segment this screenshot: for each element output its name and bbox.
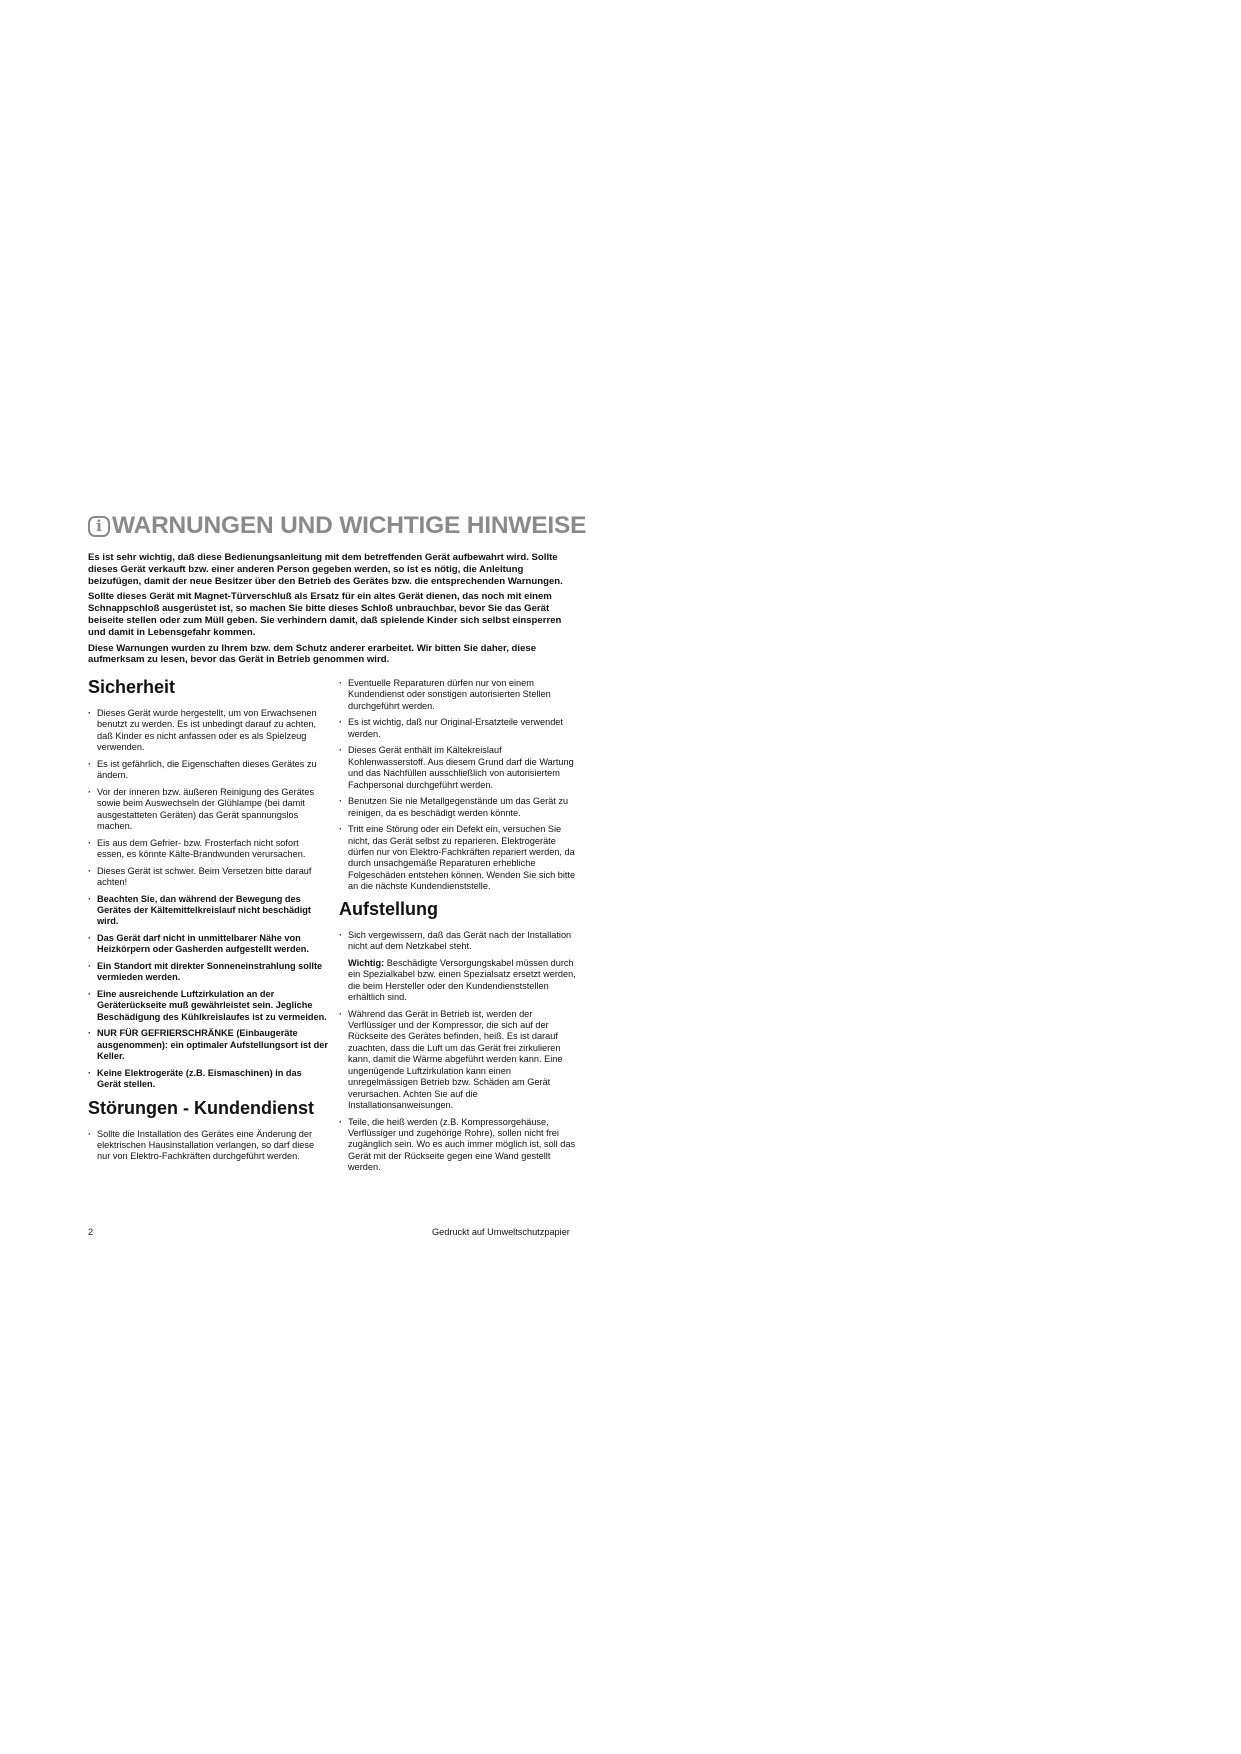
list-stoerungen-cont xyxy=(339,678,579,893)
list-aufstellung xyxy=(339,930,579,953)
left-column xyxy=(88,676,328,1168)
list-stoerungen xyxy=(88,1129,328,1163)
list-item: · Dieses Gerät ist schwer. Beim Versetzen bitte darauf achten! xyxy=(88,866,328,889)
info-icon: i xyxy=(88,516,110,537)
list-item: · Sich vergewissern, daß das Gerät nach der Installation nicht auf dem Netzkabel steht. xyxy=(339,930,579,953)
intro-paragraph: Sollte dieses Gerät mit Magnet-Türverschluß als Ersatz für ein altes Gerät dienen, das noch mit einem Schnappschloß ausgerüstet ist, so machen Sie bitte dieses Schloß unbrauchbar, bevor Sie das Gerät beiseite stellen oder zum Müll geben. Sie verhindern damit, daß spielende Kinder sich selbst einsperren und damit in Lebensgefahr kommen. xyxy=(88,591,562,638)
list-item: · Ein Standort mit direkter Sonneneinstrahlung sollte vermieden werden. xyxy=(88,961,328,984)
intro-block xyxy=(88,552,573,670)
page-number: 2 xyxy=(88,1227,94,1237)
list-item: · Eventuelle Reparaturen dürfen nur von einem Kundendienst oder sonstigen autorisierten Stellen durchgeführt werden. xyxy=(339,678,579,712)
intro-paragraph: Es ist sehr wichtig, daß diese Bedienungsanleitung mit dem betreffenden Gerät aufbewahrt wird. Sollte dieses Gerät verkauft bzw. einer anderen Person gegeben werden, so ist es nötig, die Anleitung beizufügen, damit der neue Besitzer über den Betrieb des Gerätes bzw. die entsprechenden Warnungen. xyxy=(88,552,563,587)
heading-stoerungen: Störungen - Kundendienst xyxy=(88,1097,314,1118)
footer-note: Gedruckt auf Umweltschutzpapier xyxy=(432,1227,570,1237)
list-item: · Es ist gefährlich, die Eigenschaften dieses Gerätes zu ändern. xyxy=(88,759,328,782)
intro-paragraph: Diese Warnungen wurden zu Ihrem bzw. dem Schutz anderer erarbeitet. Wir bitten Sie daher, diese aufmerksam zu lesen, bevor das Gerät in Betrieb genommen wird. xyxy=(88,642,537,666)
list-item: · Tritt eine Störung oder ein Defekt ein, versuchen Sie nicht, das Gerät selbst zu reparieren. Elektrogeräte dürfen nur von Elektro-Fachkräften repariert werden, da durch unsachgemäße Reparaturen erhebliche Folgeschäden entstehen können. Wenden Sie sich bitte an die nächste Kundendienststelle. xyxy=(339,824,579,892)
note-label: Wichtig: xyxy=(348,957,385,968)
list-item: · Eine ausreichende Luftzirkulation an der Geräterückseite muß gewährleistet sein. Jegliche Beschädigung des Kühlkreislaufes ist zu vermeiden. xyxy=(88,989,328,1023)
list-aufstellung-cont xyxy=(339,1009,579,1174)
list-item: · Keine Elektrogeräte (z.B. Eismaschinen) in das Gerät stellen. xyxy=(88,1068,328,1091)
list-item: · Während das Gerät in Betrieb ist, werden der Verflüssiger und der Kompressor, die sich auf der Rückseite des Gerätes befinden, heiß. Es ist darauf zuachten, dass die Luft um das Gerät frei zirkulieren kann, damit die Wärme abgeführt werden kann. Eine ungenügende Luftzirkulation kann einen unregelmässigen Betrieb bzw. Schäden am Gerät verursachen. Achten Sie auf die Installationsanweisungen. xyxy=(339,1009,579,1112)
heading-aufstellung: Aufstellung xyxy=(339,898,438,919)
list-item: · Teile, die heiß werden (z.B. Kompressorgehäuse, Verflüssiger und zugehörige Rohre), sollen nicht frei zugänglich sein. Wo es auch immer möglich ist, soll das Gerät mit der Rückseite gegen eine Wand gestellt werden. xyxy=(339,1117,579,1174)
list-item: · Benutzen Sie nie Metallgegenstände um das Gerät zu reinigen, da es beschädigt werden könnte. xyxy=(339,796,579,819)
note-text: Beschädigte Versorgungskabel müssen durch ein Spezialkabel bzw. einen Spezialsatz ersetzt werden, die beim Hersteller oder den Kundendienststellen erhältlich sind. xyxy=(348,957,576,1003)
right-column xyxy=(339,678,579,1179)
list-item: · Sollte die Installation des Gerätes eine Änderung der elektrischen Hausinstallation verlangen, so darf diese nur von Elektro-Fachkräften durchgeführt werden. xyxy=(88,1129,328,1163)
list-item: · Dieses Gerät wurde hergestellt, um von Erwachsenen benutzt zu werden. Es ist unbedingt darauf zu achten, daß Kinder es nicht anfassen oder es als Spielzeug verwenden. xyxy=(88,708,328,754)
list-item: · Dieses Gerät enthält im Kältekreislauf Kohlenwasserstoff. Aus diesem Grund darf die Wartung und das Nachfüllen ausschließlich von autorisiertem Fachpersonal durchgeführt werden. xyxy=(339,745,579,791)
list-item: · Beachten Sie, dan während der Bewegung des Gerätes der Kältemittelkreislauf nicht beschädigt wird. xyxy=(88,894,328,928)
page-title-text: WARNUNGEN UND WICHTIGE HINWEISE xyxy=(112,512,587,539)
page-title xyxy=(88,512,648,540)
list-item: · Das Gerät darf nicht in unmittelbarer Nähe von Heizkörpern oder Gasherden aufgestellt werden. xyxy=(88,933,328,956)
list-item: · Vor der inneren bzw. äußeren Reinigung des Gerätes sowie beim Auswechseln der Glühlampe (bei damit ausgestatteten Geräten) das Gerät spannungslos machen. xyxy=(88,787,328,833)
list-sicherheit xyxy=(88,708,328,1091)
note-wichtig xyxy=(348,958,579,1004)
list-item: · Es ist wichtig, daß nur Original-Ersatzteile verwendet werden. xyxy=(339,717,579,740)
list-item: · NUR FÜR GEFRIERSCHRÄNKE (Einbaugeräte ausgenommen): ein optimaler Aufstellungsort ist der Keller. xyxy=(88,1028,328,1062)
heading-sicherheit: Sicherheit xyxy=(88,677,176,697)
list-item: · Eis aus dem Gefrier- bzw. Frosterfach nicht sofort essen, es könnte Kälte-Brandwunden verursachen. xyxy=(88,838,328,861)
